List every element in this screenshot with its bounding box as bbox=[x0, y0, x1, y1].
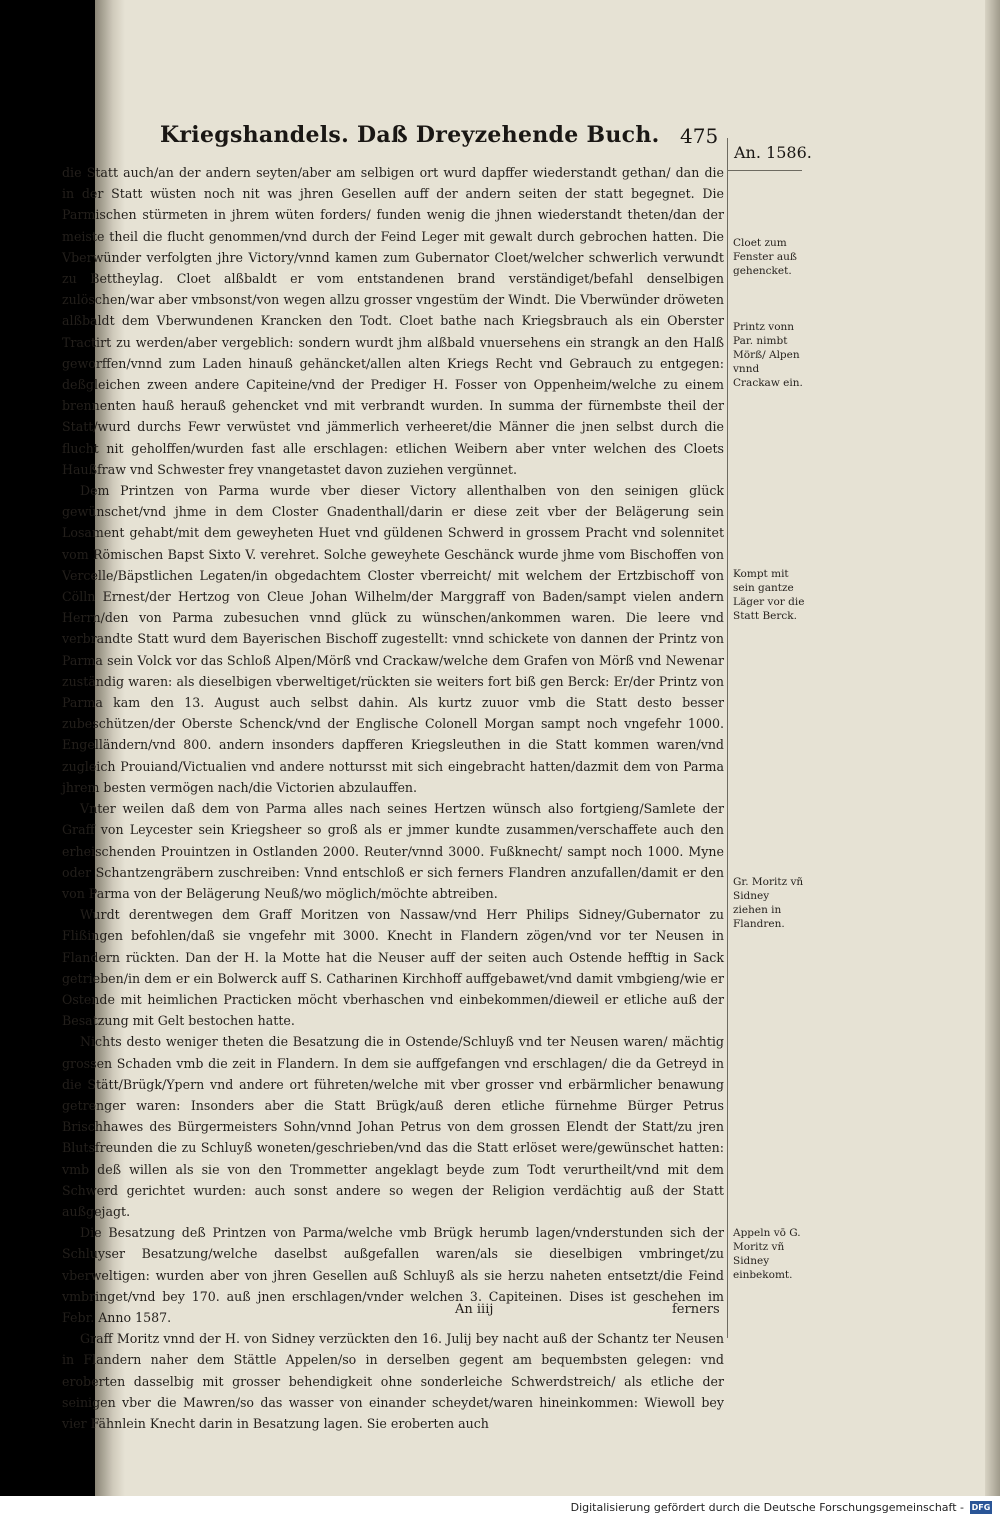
paragraph: Wurdt derentwegen dem Graff Moritzen von Nassaw/vnd Herr Philips Sidney/Gubernator zu Flißingen befohlen/daß sie vngefehr mit 3000. Knecht in Flandern zögen/vnd vor ter Neusen in Flandern rückten. Dan der H. la Motte hat die Neuser auff der seiten auch Ostende hefftig in Sack getrieben/in dem er ein Bolwerck auff S. Catharinen Kirchhoff auffgebawet/vnd damit vmbgieng/wie er Ostende mit heimlichen Practicken möcht vberhaschen vnd einbekommen/dieweil er etliche auß der Besatzung mit Gelt bestochen hatte. bbox=[62, 907, 724, 1029]
margin-note: Kompt mit sein gantze Läger vor die Statt Berck. bbox=[733, 568, 805, 622]
footer-bar bbox=[0, 1496, 1000, 1521]
paragraph: die Statt auch/an der andern seyten/aber am selbigen ort wurd dapffer wiederstandt gethan/ dan die in der Statt wüsten noch nit was jhren Gesellen auff der andern seiten der statt begegnet. Die Parmischen stürmeten in jhrem wüten forders/ funden wenig die jhnen wiederstandt theten/dan der meiste theil die flucht genommen/vnd durch der Feind Leger mit gewalt durch gebrochen hatten. Die Vberwünder verfolgten jhre Victory/vnnd kamen zum Gubernator Cloet/welcher schwerlich verwundt zu Bettheylag. Cloet alßbaldt er vom entstandenen brand verständiget/befahl denselbigen zulöschen/war aber vmbsonst/von wegen allzu grosser vngestüm der Windt. Die Vberwünder dröweten alßbaldt dem Vberwundenen Krancken den Todt. Cloet bathe nach Kriegsbrauch als ein Oberster Tractirt zu werden/aber vergeblich: sondern wurdt jhm alßbald vnuersehens ein strangk an den Halß geworffen/vnnd zum Laden hinauß gehäncket/allen alten Kriegs Recht vnd Gebrauch zu entgegen: deßgleichen zween andere Capiteine/vnd der Prediger H. Fosser von Oppenheim/welche zu einem brennenten hauß herauß gehencket vnd mit verbrandt wurden. In summa der fürnembste theil der Statt/wurd durchs Fewr verwüstet vnd jämmerlich verheeret/die Männer die jnen selbst durch die flucht nit geholffen/wurden fast alle erschlagen: etlichen Weibern aber vnter welchen des Cloets Haußfraw vnd Schwester frey vnangetastet davon zuziehen vergünnet. bbox=[62, 165, 724, 477]
folio-number: 475 bbox=[680, 124, 719, 148]
paragraph: Dem Printzen von Parma wurde vber dieser Victory allenthalben von den seinigen glück gewünschet/vnd jhme in dem Closter Gnadenthall/darin er diese zeit vber der Belägerung sein Losament gehabt/mit dem geweyheten Huet vnd güldenen Schwerd in grossem Pracht vnd solennitet vom Römischen Bapst Sixto V. verehret. Solche geweyhete Geschänck wurde jhme vom Bischoffen von Vercelle/Bäpstlichen Legaten/in obgedachtem Closter vberreicht/ mit welchem der Ertzbischoff von Cölln Ernest/der Hertzog von Cleue Johan Wilhelm/der Marggraff von Baden/sampt vielen andern Herrn/den von Parma zubesuchen vnnd glück zu wünschen/ankommen waren. Die leere vnd verbrandte Statt wurd dem Bayerischen Bischoff zugestellt: vnnd schickete von dannen der Printz von Parma sein Volck vor das Schloß Alpen/Mörß vnd Crackaw/welche dem Grafen von Mörß vnd Newenar zuständig waren: als dieselbigen vberweltiget/rückten sie weiters fort biß gen Berck: Er/der Printz von Parma kam den 13. August auch selbst dahin. Als kurtz zuuor vmb die Statt desto besser zubeschützen/der Oberste Schenck/vnd der Englische Colonell Morgan sampt noch vngefehr 1000. Engelländern/vnd 800. andern insonders dapfferen Kriegsleuthen in die Statt kommen waren/vnd zugleich Prouiand/Victualien vnd andere nottursst mit sich eingebracht hatten/dazmit dem von Parma jhrem besten vermögen nach/die Victorien abzulauffen. bbox=[62, 483, 724, 795]
paragraph: Die Besatzung deß Printzen von Parma/welche vmb Brügk herumb lagen/vnderstunden sich der Schluyser Besatzung/welche daselbst außgefallen waren/als sie dieselbigen vmbringet/zu vberweltigen: wurden aber von jhren Gesellen auß Schluyß als sie herzu naheten entsetzt/die Feind vmbringet/vnd bey 170. auß jnen erschlagen/vnder welchen 3. Capiteinen. Dises ist geschehen im Febr. Anno 1587. bbox=[62, 1225, 724, 1325]
year-rule bbox=[727, 170, 802, 171]
margin-rule bbox=[727, 138, 728, 1338]
margin-note: Gr. Moritz vñ Sidney ziehen in Flandren. bbox=[733, 876, 804, 930]
paragraph: Nichts desto weniger theten die Besatzung die in Ostende/Schluyß vnd ter Neusen waren/ mächtig grossen Schaden vmb die zeit in Flandern. In dem sie auffgefangen vnd erschlagen/ die da Getreyd in die Stätt/Brügk/Ypern vnd andere ort führeten/welche mit vber grosser vnd erbärmlicher benawung getrenger waren: Insonders aber die Statt Brügk/auß deren etliche fürnehme Bürger Petrus Brischhawes des Bürgermeisters Sohn/vnnd Johan Petrus von dem grossen Elendt der Statt/zu jren Blutsfreunden die zu Schluyß woneten/geschrieben/vnd das die Statt erlöset were/gewünschet hatten: vmb deß willen als sie von den Trommetter angeklagt beyde zum Todt verurtheilt/vnd mit dem Schwerd gerichtet wurden: auch sonst andere so wegen der Religion verdächtig auß der Statt außgejagt. bbox=[62, 1034, 724, 1219]
margin-note: Cloet zum Fenster auß gehencket. bbox=[733, 237, 797, 277]
paragraph: Vnter weilen daß dem von Parma alles nach seines Hertzen wünsch also fortgieng/Samlete der Graff von Leycester sein Kriegsheer so groß als er jmmer kundte zusammen/verschaffete auch den erheischenden Prouintzen in Ostlanden 2000. Reuter/vnnd 3000. Fußknecht/ sampt noch 1000. Myne oder Schantzengräbern zuschreiben: Vnnd entschloß er sich ferners Flandren anzufallen/damit er den von Parma von der Belägerung Neuß/wo möglich/möchte abtreiben. bbox=[62, 801, 724, 901]
funding-credit: Digitalisierung gefördert durch die Deutsche Forschungsgemeinschaft - bbox=[570, 1501, 964, 1514]
page-edge bbox=[985, 0, 1000, 1496]
running-head: Kriegshandels. Daß Dreyzehende Buch. bbox=[160, 122, 660, 148]
catchword: ferners bbox=[672, 1302, 720, 1317]
main-text bbox=[62, 162, 724, 1434]
signature-mark: An iiij bbox=[455, 1302, 494, 1317]
paragraph: Graff Moritz vnnd der H. von Sidney verzückten den 16. Julij bey nacht auß der Schantz ter Neusen in Flandern naher dem Stättle Appelen/so in derselben gegent am bequembsten gelegen: vnd eroberten dasselbig mit grosser behendigkeit ohne sonderleiche Schwerdstreich/ als etliche der seinigen vber die Mawren/so das wasser von einander scheydet/waren hineinkommen: Wiewoll bey vier Fähnlein Knecht darin in Besatzung lagen. Sie eroberten auch bbox=[62, 1331, 724, 1431]
dfg-logo: DFG bbox=[971, 1503, 991, 1512]
margin-note: Printz vonn Par. nimbt Mörß/ Alpen vnnd Crackaw ein. bbox=[733, 321, 803, 389]
year-label: An. 1586. bbox=[734, 143, 812, 162]
margin-note: Appeln vō G. Moritz vñ Sidney einbekomt. bbox=[733, 1227, 801, 1281]
